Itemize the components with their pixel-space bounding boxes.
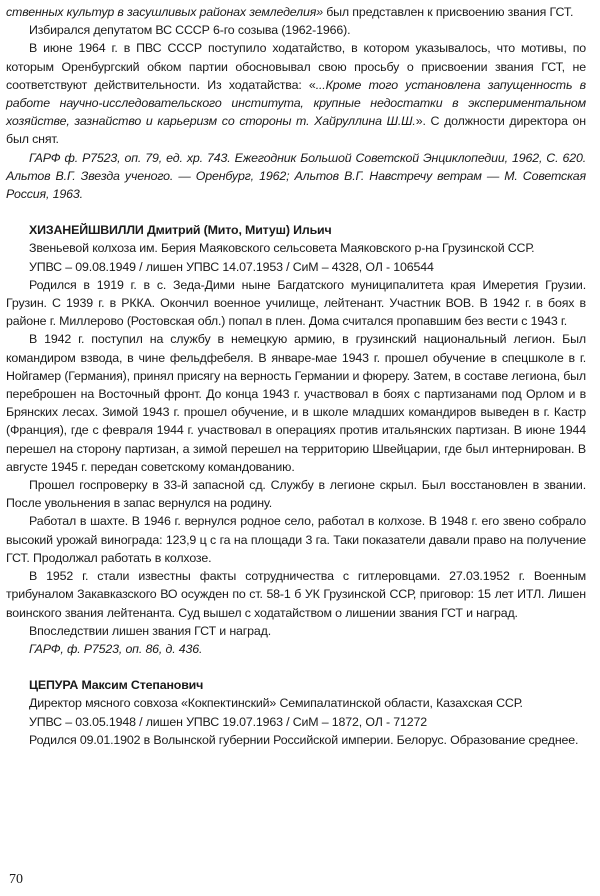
entry-khizaneishvili <box>6 221 586 658</box>
page-number: 70 <box>9 872 23 887</box>
sources-paragraph: ГАРФ ф. Р7523, оп. 79, ед. хр. 743. Ежегодник Большой Советской Энциклопедии, 1962, С. 620. Альтов В.Г. Звезда ученого. — Оренбург, 1962; Альтов В.Г. Навстречу ветрам — М. Советская Россия, 1963. <box>6 150 586 202</box>
entry-position: Звеньевой колхоза им. Берия Маяковского сельсовета Маяковского р-на Грузинской ССР. <box>29 241 535 256</box>
entry-source: ГАРФ, ф. Р7523, оп. 86, д. 436. <box>29 641 203 656</box>
continuation-italic-text: ственных культур в засушливых районах земледелия» <box>6 5 323 19</box>
petition-quote: ...Кроме того установлена запущенность в работе научно-исследовательского института, крупные недостатки в экспериментальном хозяйстве, зазнайство и карьеризм со стороны т. Хайруллина Ш.Ш. <box>6 77 586 129</box>
petition-intro: В июне 1964 г. в ПВС СССР поступило ходатайство, в котором указывалось, что мотивы, по которым Оренбургский обком партии обосновывал свою просьбу о присвоении звания ГСТ, не соответствуют действительности. Из ходатайства: « <box>6 41 586 92</box>
entry-award-codes: УПВС – 09.08.1949 / лишен УПВС 14.07.1953 / СиМ – 4328, ОЛ - 106544 <box>29 259 434 274</box>
petition-outcome: ». С должности директора он был снят. <box>6 114 586 147</box>
entry-position: Директор мясного совхоза «Кокпектинский» Семипалатинской области, Казахская ССР. <box>29 696 523 711</box>
continuation-paragraph <box>6 3 586 21</box>
bio-paragraph: Родился 09.01.1902 в Волынской губернии Российской империи. Белорус. Образование среднее. <box>29 732 579 747</box>
bio-paragraph: Работал в шахте. В 1946 г. вернулся родное село, работал в колхозе. В 1948 г. его звено собрало высокий урожай винограда: 123,9 ц с га на площади 3 га. Таки показатели давали право на получение ГСТ. Продолжал работать в колхозе. <box>6 514 586 565</box>
entry-khayrullin-continuation <box>6 3 586 203</box>
bio-paragraph: В 1942 г. поступил на службу в немецкую армию, в грузинский национальный легион. Был командиром взвода, в чине фельдфебеля. В январе-мае 1943 г. прошел обучение в спецшколе в г. Нойгамер (Германия), принял присягу на верность Германии и фюреру. Затем, в составе легиона, был переброшен на Восточный фронт. До конца 1943 г. участвовал в боях с партизанами под Орлом и в Брянских лесах. Зимой 1943 г. прошел обучение, и в школе младших командиров выведен в г. Кастр (Франция), где с февраля 1944 г. участвовал в операциях против итальянских партизан. В июне 1944 перешел на сторону партизан, а зимой перешел на территорию Швейцарии, где был интернирован. В августе 1945 г. передан советскому командованию. <box>6 332 586 474</box>
petition-paragraph <box>6 39 586 148</box>
deputy-paragraph: Избирался депутатом ВС СССР 6-го созыва (1962-1966). <box>29 23 351 38</box>
document-page <box>6 3 586 749</box>
entry-name-heading: ХИЗАНЕЙШВИЛЛИ Дмитрий (Мито, Митуш) Ильич <box>29 223 332 238</box>
entry-award-codes: УПВС – 03.05.1948 / лишен УПВС 19.07.1963 / СиМ – 1872, ОЛ - 71272 <box>29 714 427 729</box>
bio-paragraph: В 1952 г. стали известны факты сотрудничества с гитлеровцами. 27.03.1952 г. Военным трибуналом Закавказского ВО осужден по ст. 58-1 б УК Грузинской ССР, приговор: 15 лет ИТЛ. Лишен воинского звания лейтенанта. Суд вышел с ходатайством о лишении звания ГСТ и наград. <box>6 569 586 620</box>
continuation-text: был представлен к присвоению звания ГСТ. <box>322 5 574 19</box>
bio-paragraph: Родился в 1919 г. в с. Зеда-Дими ныне Багдатского муниципалитета края Имеретия Грузии. Грузин. С 1939 г. в РККА. Окончил военное училище, лейтенант. Участник ВОВ. В 1942 г. в боях в районе г. Миллерово (Ростовская обл.) попал в плен. Дома считался пропавшим без вести с 1943 г. <box>6 277 586 329</box>
entry-separator <box>6 658 586 676</box>
bio-paragraph: Прошел госпроверку в 33-й запасной сд. Службу в легионе скрыл. Был восстановлен в звании. После увольнения в запас вернулся на родину. <box>6 478 586 511</box>
bio-paragraph: Впоследствии лишен звания ГСТ и наград. <box>29 623 271 638</box>
entry-name-heading: ЦЕПУРА Максим Степанович <box>29 678 204 693</box>
entry-tsepura <box>6 676 586 749</box>
entry-separator <box>6 203 586 221</box>
